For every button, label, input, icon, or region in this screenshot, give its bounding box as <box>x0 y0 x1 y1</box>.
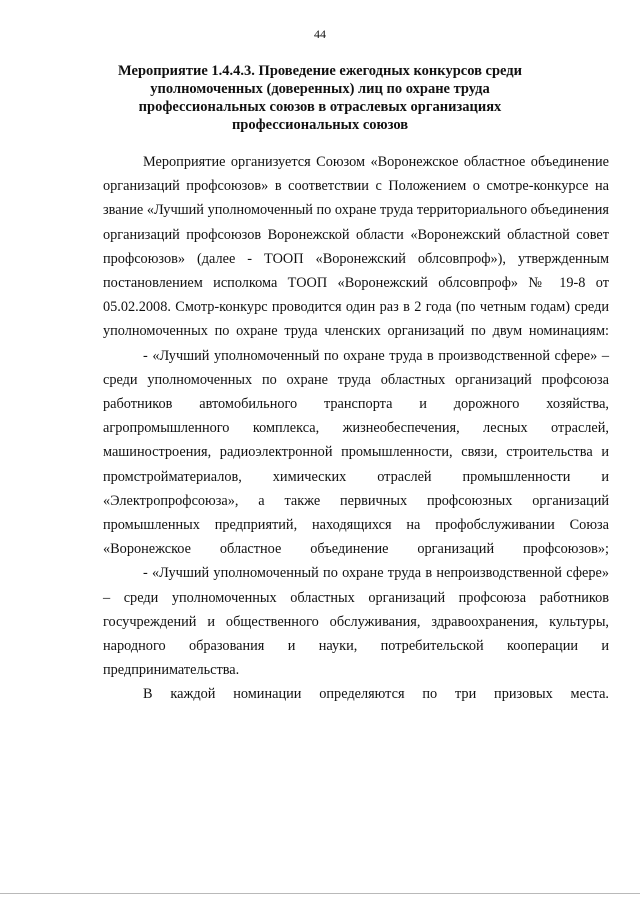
paragraph: Мероприятие организуется Союзом «Воронежское областное объединение организаций профсоюзов» в соответствии с Положением о смотре-конкурсе на звание «Лучший уполномоченный по охране труда территориального объединения организаций профсоюзов Воронежской области «Воронежский областной совет профсоюзов» (далее - ТООП «Воронежский облсовпроф»), утвержденным постановлением исполкома ТООП «Воронежский облсовпроф» № 19-8 от 05.02.2008. Смотр-конкурс проводится один раз в 2 года (по четным годам) среди уполномоченных по охране труда членских организаций по двум номинациям: <box>103 154 609 340</box>
section-heading <box>110 62 530 134</box>
body-text <box>103 150 609 707</box>
list-item: - «Лучший уполномоченный по охране труда в производственной сфере» – среди уполномоченных по охране труда областных организаций профсоюза работников автомобильного транспорта и дорожного хозяйства, агропромышленного комплекса, жизнеобеспечения, лесных отраслей, машиностроения, радиоэлектронной промышленности, связи, строительства и промстройматериалов, химических отраслей промышленности и «Электропрофсоюза», а также первичных профсоюзных организаций промышленных предприятий, находящихся на профобслуживании Союза «Воронежское областное объединение организаций профсоюзов»; <box>103 347 609 558</box>
heading-line: Мероприятие 1.4.4.3. Проведение ежегодных конкурсов среди <box>118 63 522 79</box>
heading-line: уполномоченных (доверенных) лиц по охране труда <box>150 81 490 97</box>
heading-line: профессиональных союзов <box>231 117 409 133</box>
paragraph: В каждой номинации определяются по три призовых места. <box>143 686 609 703</box>
page-number: 44 <box>314 27 326 41</box>
heading-line: профессиональных союзов в отраслевых организациях <box>138 99 502 115</box>
page-edge-line <box>0 893 640 894</box>
list-item: - «Лучший уполномоченный по охране труда в непроизводственной сфере» – среди уполномоченных областных организаций профсоюза работников госучреждений и общественного обслуживания, здравоохранения, культуры, народного образования и науки, потребительской кооперации и предпринимательства. <box>103 565 609 679</box>
